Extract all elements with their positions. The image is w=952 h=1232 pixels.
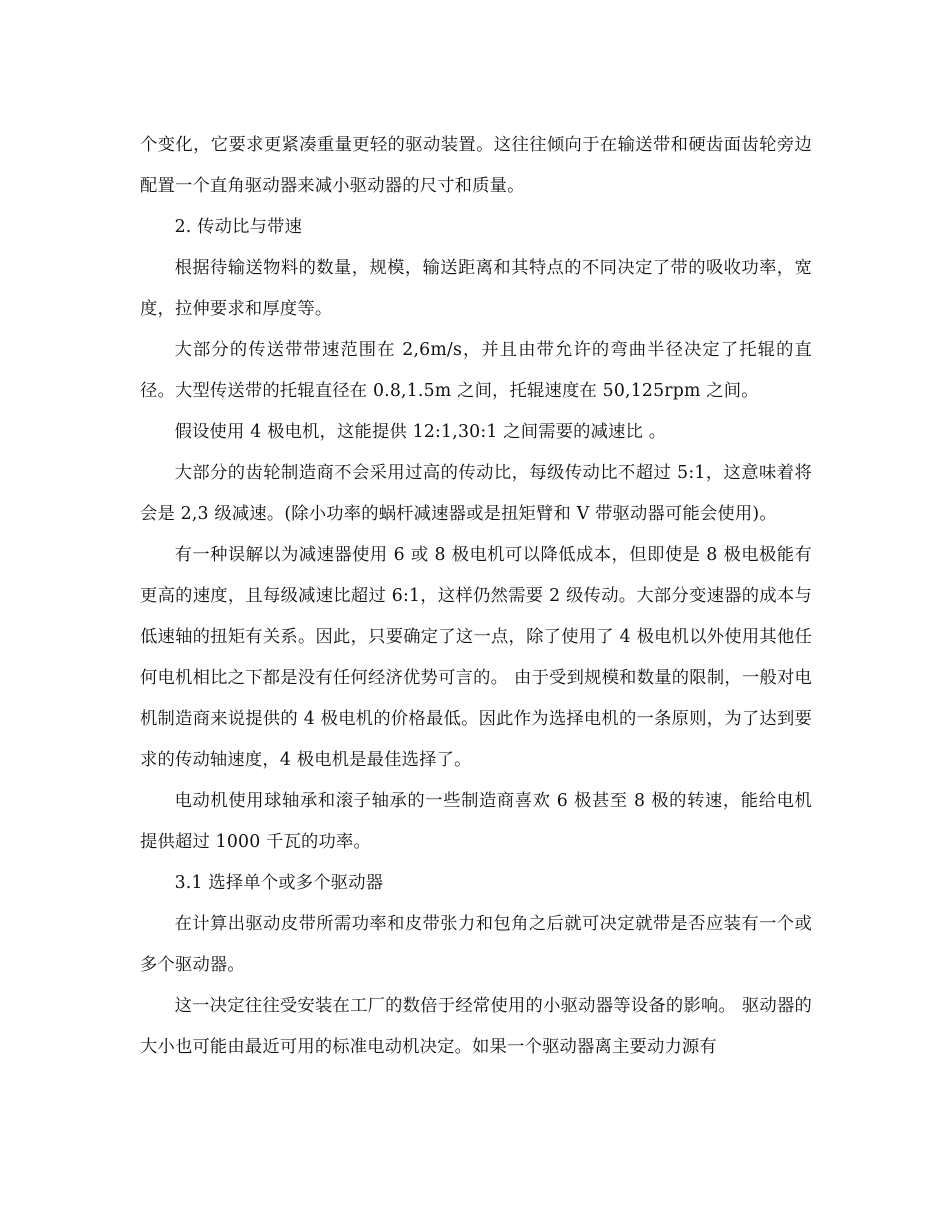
paragraph: 根据待输送物料的数量，规模，输送距离和其特点的不同决定了带的吸收功率，宽度，拉伸要求和厚度等。 — [140, 258, 812, 319]
section-heading-drive-selection: 3.1 选择单个或多个驱动器 — [174, 873, 384, 893]
paragraph: 电动机使用球轴承和滚子轴承的一些制造商喜欢 6 极甚至 8 极的转速，能给电机提供超过 1000 千瓦的功率。 — [140, 791, 812, 852]
paragraph: 大部分的传送带带速范围在 2,6m/s，并且由带允许的弯曲半径决定了托辊的直径。大型传送带的托辊直径在 0.8,1.5m 之间，托辊速度在 50,125rpm 之间。 — [140, 340, 812, 401]
paragraph: 这一决定往往受安装在工厂的数倍于经常使用的小驱动器等设备的影响。 驱动器的大小也可能由最近可用的标准电动机决定。如果一个驱动器离主要动力源有 — [140, 996, 812, 1057]
document-body — [140, 125, 812, 1068]
paragraph: 假设使用 4 极电机，这能提供 12:1,30:1 之间需要的减速比 。 — [174, 422, 667, 442]
section-heading-transmission-ratio: 2. 传动比与带速 — [174, 217, 303, 237]
paragraph-continuation: 个变化，它要求更紧凑重量更轻的驱动装置。这往往倾向于在输送带和硬齿面齿轮旁边配置一个直角驱动器来减小驱动器的尺寸和质量。 — [140, 135, 812, 196]
paragraph: 在计算出驱动皮带所需功率和皮带张力和包角之后就可决定就带是否应装有一个或多个驱动器。 — [140, 914, 812, 975]
paragraph: 大部分的齿轮制造商不会采用过高的传动比，每级传动比不超过 5:1，这意味着将会是 2,3 级减速。(除小功率的蜗杆减速器或是扭矩臂和 V 带驱动器可能会使用)。 — [140, 463, 812, 524]
paragraph: 有一种误解以为减速器使用 6 或 8 极电机可以降低成本，但即使是 8 极电极能有更高的速度，且每级减速比超过 6:1，这样仍然需要 2 级传动。大部分变速器的成本与低速轴的扭矩有关系。因此，只要确定了这一点，除了使用了 4 极电机以外使用其他任何电机相比之下都是没有任何经济优势可言的。 由于受到规模和数量的限制，一般对电机制造商来说提供的 4 极电机的价格最低。因此作为选择电机的一条原则，为了达到要求的传动轴速度，4 极电机是最佳选择了。 — [140, 545, 812, 770]
